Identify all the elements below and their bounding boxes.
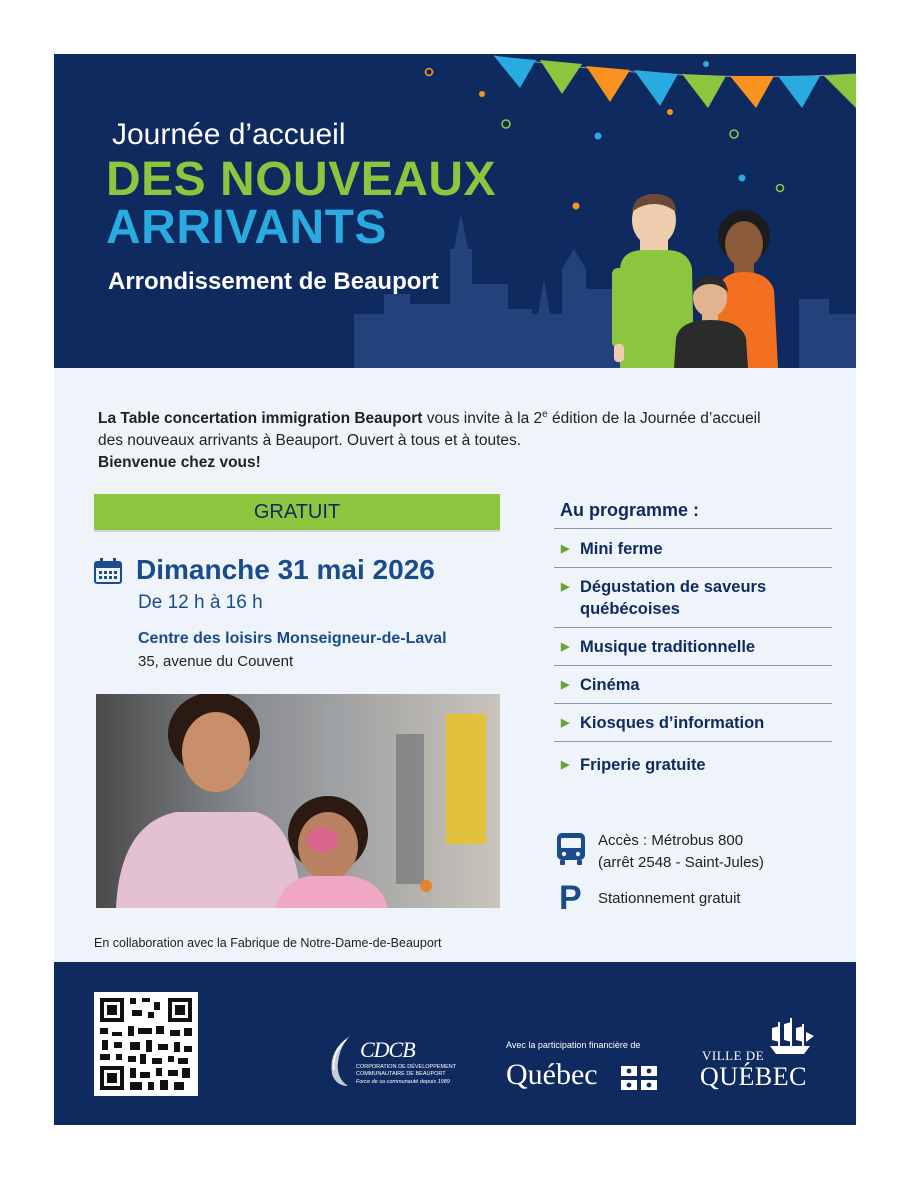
- program-item: [554, 530, 832, 568]
- bus-icon: [556, 832, 586, 866]
- program-item: [554, 568, 832, 628]
- program-item-label: Friperie gratuite: [580, 756, 706, 774]
- program-list: [554, 530, 832, 776]
- program-item: [554, 666, 832, 704]
- event-date: Dimanche 31 mai 2026: [136, 554, 435, 585]
- program-item-label-line2: québécoises: [580, 600, 680, 618]
- parking-icon: P: [559, 879, 582, 917]
- cdcb-logo: [326, 1034, 356, 1088]
- triangle-icon: ▶: [561, 759, 570, 771]
- triangle-icon: ▶: [561, 717, 570, 729]
- cdcb-subtitle-2: COMMUNAUTAIRE DE BEAUPORT: [356, 1071, 446, 1077]
- children-photo: [96, 694, 500, 908]
- footer-banner: [54, 962, 856, 1125]
- intro-paragraph: [98, 404, 778, 474]
- program-item: [554, 742, 832, 776]
- program-item-label: Dégustation de saveurs: [580, 578, 767, 596]
- event-address: 35, avenue du Couvent: [138, 653, 294, 670]
- ville-de-label: VILLE DE: [702, 1048, 765, 1063]
- triangle-icon: ▶: [561, 581, 570, 593]
- program-item: [554, 628, 832, 666]
- parking-info: Stationnement gratuit: [598, 890, 741, 907]
- program-item-label: Cinéma: [580, 676, 640, 694]
- collaboration-note: En collaboration avec la Fabrique de Notre-Dame-de-Beauport: [94, 936, 442, 950]
- cdcb-subtitle-1: CORPORATION DE DÉVELOPPEMENT: [356, 1064, 457, 1070]
- triangle-icon: ▶: [561, 679, 570, 691]
- ordinal-suffix: e: [542, 409, 548, 420]
- family-illustration: [612, 194, 778, 368]
- program-item-label: Mini ferme: [580, 540, 663, 558]
- event-subtitle: Journée d’accueil: [112, 118, 346, 151]
- cdcb-wordmark: CDCB: [360, 1037, 415, 1062]
- welcome-text: Bienvenue chez vous!: [98, 454, 261, 472]
- free-banner: GRATUIT: [94, 494, 500, 530]
- qr-code[interactable]: [94, 992, 198, 1096]
- event-title-line1: DES NOUVEAUX: [106, 153, 497, 206]
- fleur-de-lis-icon: [621, 1066, 657, 1090]
- triangle-icon: ▶: [561, 543, 570, 555]
- quebec-wordmark: Québec: [506, 1058, 598, 1091]
- organizer-name: La Table concertation immigration Beauport: [98, 410, 423, 428]
- calendar-icon: [94, 558, 122, 584]
- borough-name: Arrondissement de Beauport: [108, 268, 439, 295]
- program-item: [554, 704, 832, 742]
- triangle-icon: ▶: [561, 641, 570, 653]
- event-venue: Centre des loisirs Monseigneur-de-Laval: [138, 630, 447, 647]
- event-title-line2: ARRIVANTS: [106, 201, 387, 254]
- header-banner: [54, 54, 856, 368]
- program-divider: [554, 528, 832, 529]
- program-item-label: Kiosques d’information: [580, 714, 765, 732]
- cdcb-tagline: Force de sa communauté depuis 1989: [356, 1079, 450, 1085]
- ship-icon: [764, 1018, 816, 1058]
- intro-text-1: vous invite à la 2: [422, 410, 543, 428]
- program-title: Au programme :: [560, 500, 700, 520]
- event-time: De 12 h à 16 h: [138, 592, 263, 613]
- program-item-label: Musique traditionnelle: [580, 638, 756, 656]
- transit-stop: (arrêt 2548 - Saint-Jules): [598, 854, 764, 871]
- poster: [54, 54, 856, 1125]
- intro-text-2: édition de la Journée d’accueil des nouveaux arrivants à Beauport. Ouvert à tous et à toutes.: [98, 410, 761, 450]
- ville-quebec-wordmark: QUÉBEC: [700, 1062, 807, 1091]
- funding-note: Avec la participation financière de: [506, 1040, 641, 1050]
- transit-access: Accès : Métrobus 800: [598, 832, 744, 849]
